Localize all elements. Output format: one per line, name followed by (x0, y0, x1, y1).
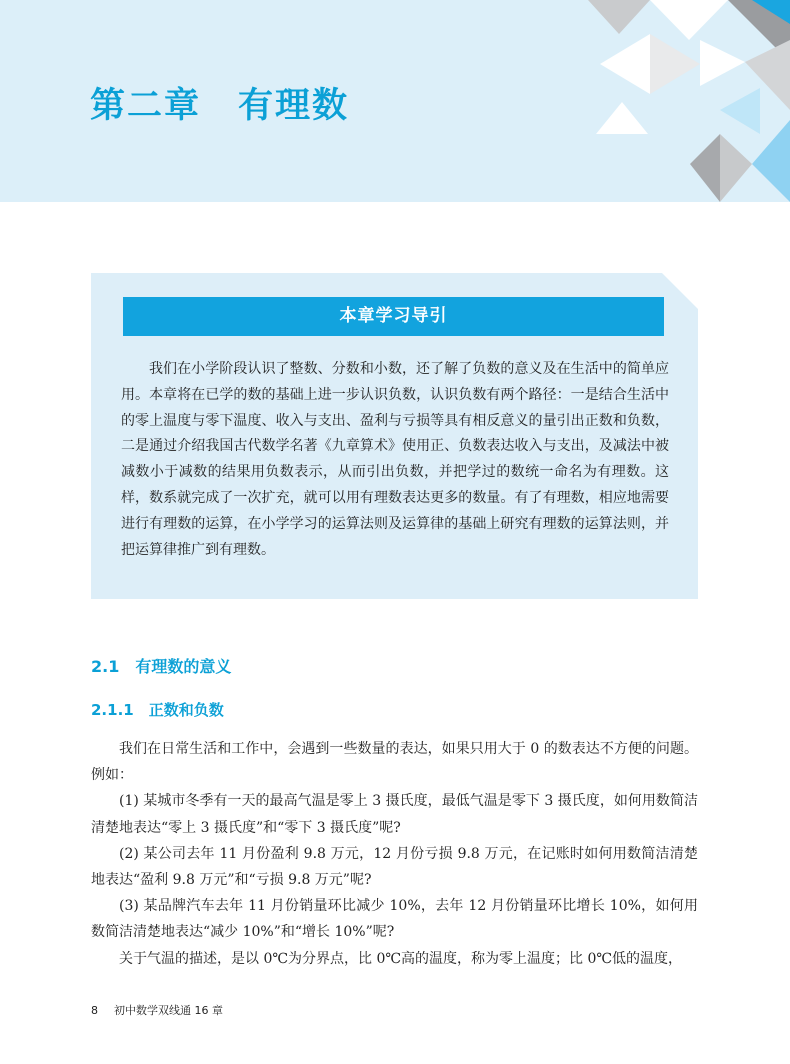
book-title: 初中数学双线通 16 章 (114, 1004, 223, 1017)
page-footer (91, 1002, 223, 1018)
section-heading: 2.1 有理数的意义 (91, 657, 232, 676)
paragraph: 我们在日常生活和工作中，会遇到一些数量的表达，如果只用大于 0 的数表达不方便的问题。例如： (91, 741, 698, 784)
chapter-guide-box (91, 273, 698, 599)
paragraph: (3) 某品牌汽车去年 11 月份销量环比减少 10%，去年 12 月份销量环比增长 10%，如何用数简洁清楚地表达“减少 10%”和“增长 10%”呢? (91, 898, 698, 941)
paragraph: (2) 某公司去年 11 月份盈利 9.8 万元，12 月份亏损 9.8 万元，在记账时如何用数简洁清楚地表达“盈利 9.8 万元”和“亏损 9.8 万元”呢? (91, 845, 698, 889)
guide-text: 我们在小学阶段认识了整数、分数和小数，还了解了负数的意义及在生活中的简单应用。本章将在已学的数的基础上进一步认识负数，认识负数有两个路径：一是结合生活中的零上温度与零下温度、收入与支出、盈利与亏损等具有相反意义的量引出正数和负数，二是通过介绍我国古代数学名著《九章算术》使用正、负数表达收入与支出，及减法中被减数小于减数的结果用负数表示，从而引出负数，并把学过的数统一命名为有理数。这样，数系就完成了一次扩充，就可以用有理数表达更多的数量。有了有理数，相应地需要进行有理数的运算，在小学学习的运算法则及运算律的基础上研究有理数的运算法则，并把运算律推广到有理数。 (121, 361, 669, 558)
chapter-title: 第二章 有理数 (90, 86, 350, 126)
subsection-heading: 2.1.1 正数和负数 (91, 701, 224, 719)
paragraph: (1) 某城市冬季有一天的最高气温是零上 3 摄氏度，最低气温是零下 3 摄氏度，如何用数简洁清楚地表达“零上 3 摄氏度”和“零下 3 摄氏度”呢? (91, 793, 698, 836)
guide-banner: 本章学习导引 (123, 297, 664, 336)
folded-corner (662, 273, 698, 309)
chapter-header (0, 0, 790, 202)
page-number: 8 (91, 1004, 98, 1017)
paragraph: 关于气温的描述，是以 0℃为分界点，比 0℃高的温度，称为零上温度；比 0℃低的温度， (119, 950, 683, 967)
body-text (91, 736, 698, 972)
